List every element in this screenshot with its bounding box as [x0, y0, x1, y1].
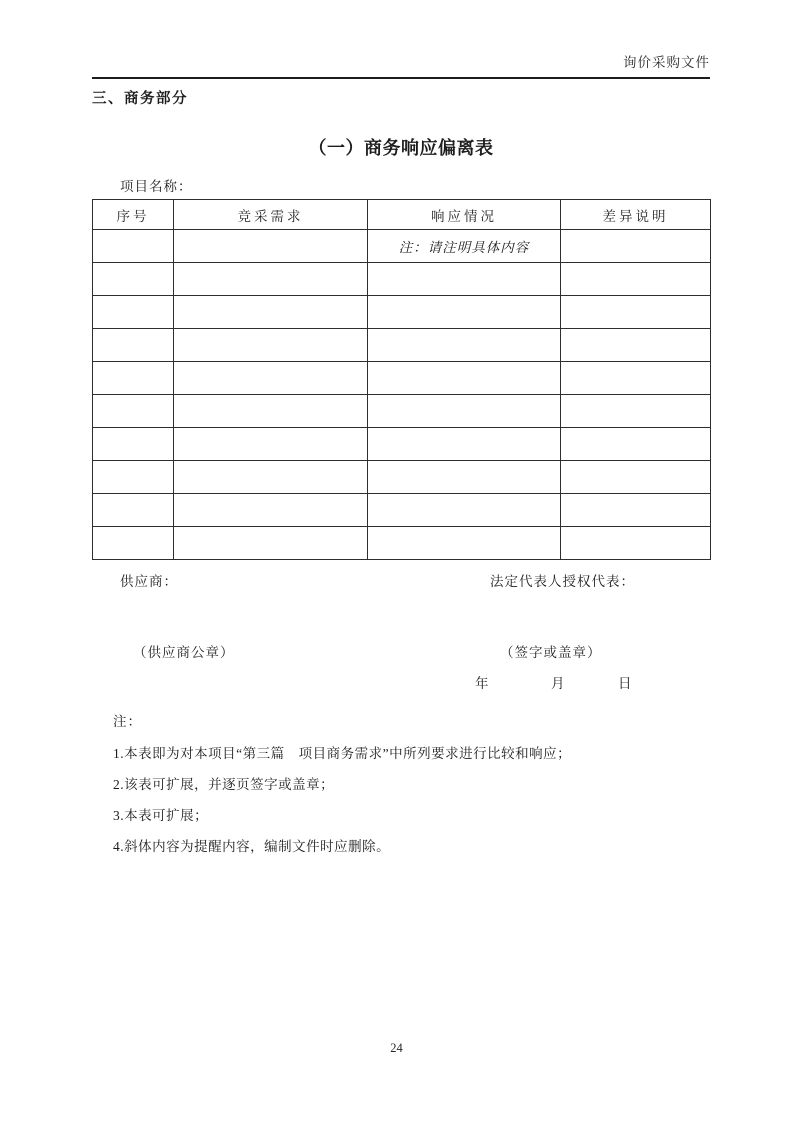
header-cell-seq: 序号 [93, 200, 174, 230]
notes-section [113, 710, 710, 862]
date-day-label: 日 [618, 676, 632, 691]
table-note-row [93, 230, 711, 263]
header-rule [92, 77, 710, 79]
table-cell [174, 494, 368, 527]
table-cell [93, 362, 174, 395]
table-row [93, 494, 711, 527]
table-cell [561, 329, 711, 362]
table-row [93, 263, 711, 296]
table-cell [368, 362, 561, 395]
table-cell [368, 461, 561, 494]
table-row [93, 329, 711, 362]
table-cell [93, 296, 174, 329]
project-name-label: 项目名称： [120, 179, 193, 194]
note-item: 3.本表可扩展； [113, 808, 209, 823]
table-row [93, 461, 711, 494]
table-cell [174, 395, 368, 428]
document-header-right: 询价采购文件 [623, 55, 710, 70]
table-cell [368, 395, 561, 428]
table-cell [174, 263, 368, 296]
sign-seal-label: （签字或盖章） [500, 645, 602, 660]
table-cell [93, 395, 174, 428]
table-cell [561, 362, 711, 395]
signature-row [92, 570, 710, 589]
notes-label: 注： [113, 714, 142, 729]
table-body [93, 230, 711, 560]
table-cell [561, 428, 711, 461]
table-cell [174, 230, 368, 263]
table-cell [368, 296, 561, 329]
table-row [93, 527, 711, 560]
page-number: 24 [390, 1041, 403, 1055]
header-cell-requirement: 竞采需求 [174, 200, 368, 230]
table-cell [93, 230, 174, 263]
header-cell-difference: 差异说明 [561, 200, 711, 230]
table-row [93, 362, 711, 395]
table-cell [561, 395, 711, 428]
table-cell [368, 494, 561, 527]
table-cell [368, 527, 561, 560]
table-cell [561, 527, 711, 560]
table-cell [174, 296, 368, 329]
table-cell [368, 263, 561, 296]
table-cell [93, 527, 174, 560]
table-cell [174, 461, 368, 494]
date-line [92, 672, 710, 691]
deviation-table [92, 199, 711, 560]
note-item: 1.本表即为对本项目“第三篇 项目商务需求”中所列要求进行比较和响应； [113, 746, 572, 761]
table-cell [561, 230, 711, 263]
note-cell: 注：请注明具体内容 [368, 230, 561, 263]
table-cell [561, 296, 711, 329]
header-cell-response: 响应情况 [368, 200, 561, 230]
page-title: （一）商务响应偏离表 [308, 138, 494, 158]
table-cell [561, 461, 711, 494]
table-cell [561, 263, 711, 296]
table-cell [368, 428, 561, 461]
date-year-label: 年 [475, 676, 489, 691]
table-cell [174, 329, 368, 362]
note-item: 2.该表可扩展，并逐页签字或盖章； [113, 777, 335, 792]
section-heading: 三、商务部分 [92, 91, 188, 107]
table-cell [93, 494, 174, 527]
table-cell [93, 263, 174, 296]
table-cell [561, 494, 711, 527]
table-row [93, 296, 711, 329]
table-cell [174, 362, 368, 395]
table-cell [93, 329, 174, 362]
seal-row [92, 641, 710, 660]
table-cell [93, 461, 174, 494]
table-cell [174, 428, 368, 461]
table-cell [174, 527, 368, 560]
date-month-label: 月 [551, 676, 565, 691]
supplier-seal-label: （供应商公章） [133, 645, 235, 660]
table-header-row [93, 200, 711, 230]
table-cell [368, 329, 561, 362]
note-item: 4.斜体内容为提醒内容，编制文件时应删除。 [113, 839, 391, 854]
table-cell [93, 428, 174, 461]
table-row [93, 428, 711, 461]
supplier-label: 供应商： [120, 574, 178, 589]
table-row [93, 395, 711, 428]
representative-label: 法定代表人授权代表： [490, 574, 635, 589]
